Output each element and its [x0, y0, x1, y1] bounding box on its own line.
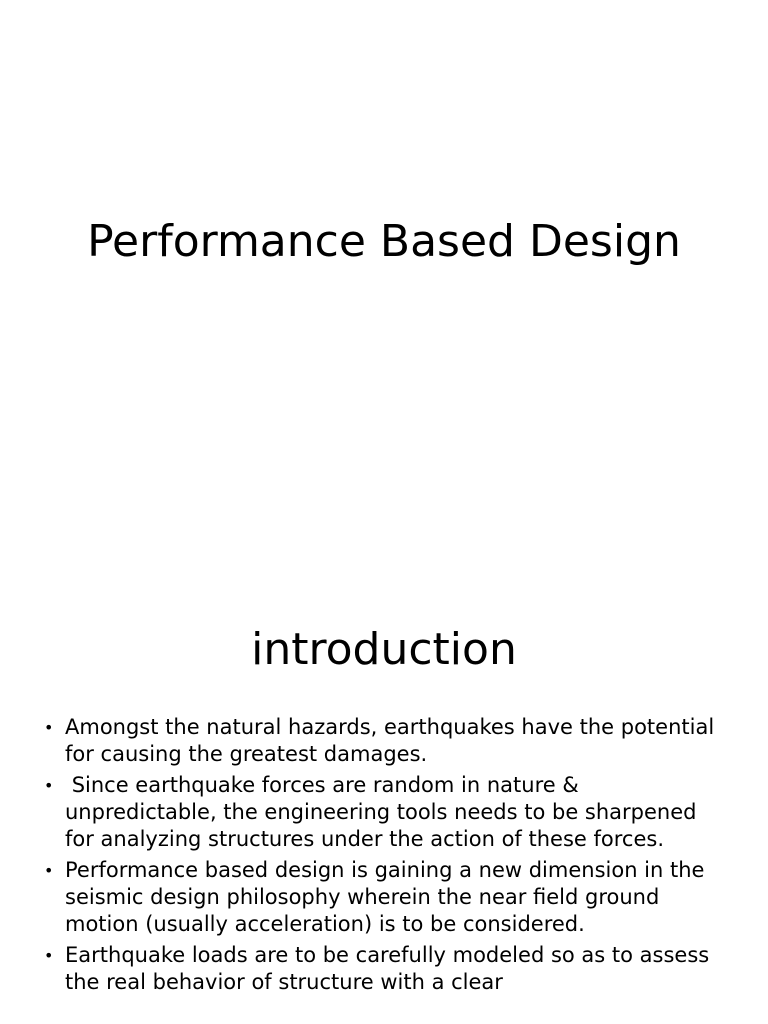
- bullet-dot-icon: •: [44, 946, 54, 965]
- slide-title: Performance Based Design: [87, 216, 681, 267]
- bullet-item: [40, 714, 730, 768]
- bullet-item: [40, 942, 730, 996]
- bullet-text: Earthquake loads are to be carefully modeled so as to assess the real behavior of structure with a clear: [65, 943, 716, 994]
- bullet-dot-icon: •: [44, 718, 54, 737]
- bullet-item: [40, 857, 730, 938]
- bullet-text: Amongst the natural hazards, earthquakes have the potential for causing the greatest damages.: [65, 715, 721, 766]
- slide-title: introduction: [251, 624, 517, 675]
- bullet-text: Since earthquake forces are random in nature & unpredictable, the engineering tools needs to be sharpened for analyzing structures under the action of these forces.: [65, 773, 704, 851]
- bullet-list: [40, 714, 730, 1000]
- bullet-dot-icon: •: [44, 861, 54, 880]
- bullet-dot-icon: •: [44, 776, 54, 795]
- bullet-text: Performance based design is gaining a new dimension in the seismic design philosophy wherein the near field ground motion (usually acceleration) is to be considered.: [65, 858, 712, 936]
- bullet-item: [40, 772, 730, 853]
- introduction-slide: [0, 576, 768, 1024]
